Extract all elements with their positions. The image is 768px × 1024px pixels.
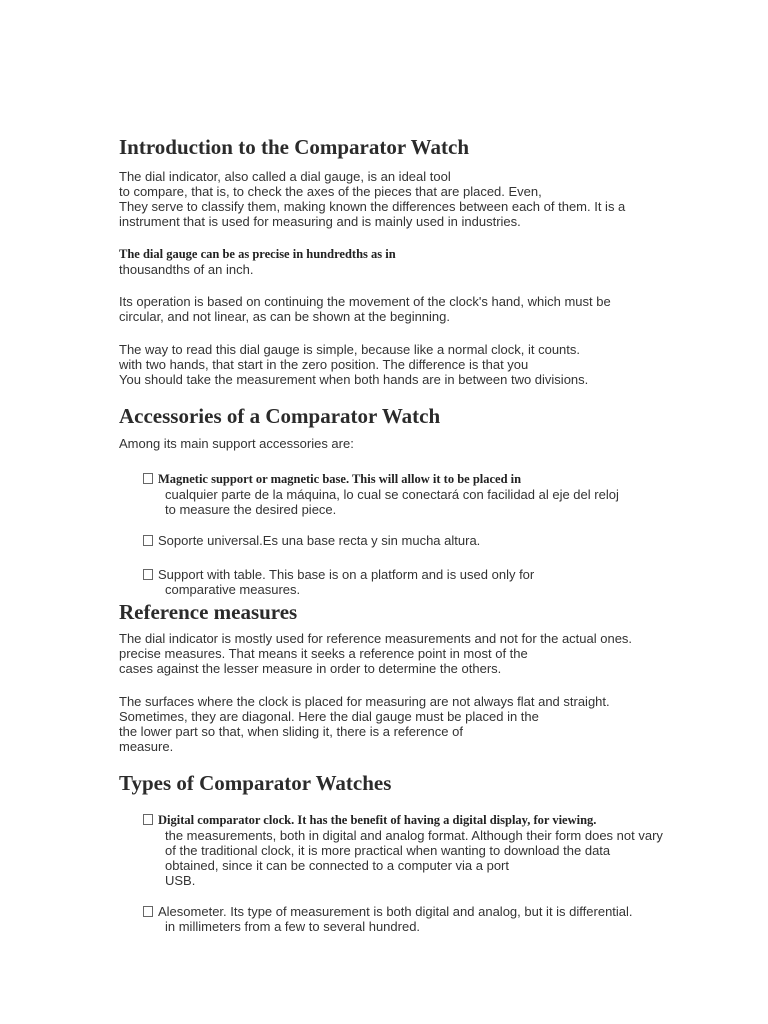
- bold-text-line: The dial gauge can be as precise in hundredths as in: [119, 247, 396, 261]
- text-line: Sometimes, they are diagonal. Here the dial gauge must be placed in the: [119, 709, 539, 724]
- text-line: instrument that is used for measuring and is mainly used in industries.: [119, 214, 521, 229]
- text-line: Support with table. This base is on a platform and is used only for: [158, 567, 535, 582]
- list-item-universal-support: [143, 533, 480, 548]
- heading-reference-measures: Reference measures: [119, 600, 298, 624]
- checkbox-icon: [143, 569, 153, 580]
- checkbox-icon: [143, 814, 153, 825]
- text-line: to measure the desired piece.: [165, 502, 337, 517]
- list-item-magnetic-support: [143, 471, 619, 517]
- heading-introduction: Introduction to the Comparator Watch: [119, 135, 470, 159]
- reference-paragraph-2: [119, 694, 610, 754]
- heading-accessories: Accessories of a Comparator Watch: [119, 404, 441, 428]
- text-line: in millimeters from a few to several hundred.: [165, 919, 421, 934]
- text-line: They serve to classify them, making known the differences between each of them. It is a: [119, 199, 626, 214]
- bold-text-line: Digital comparator clock. It has the benefit of having a digital display, for viewing.: [158, 813, 597, 827]
- intro-paragraph-2: [119, 247, 396, 277]
- text-line: the measurements, both in digital and analog format. Although their form does not vary: [165, 828, 663, 843]
- checkbox-icon: [143, 906, 153, 917]
- text-line: of the traditional clock, it is more practical when wanting to download the data: [165, 843, 611, 858]
- intro-paragraph-1: [119, 169, 625, 229]
- text-line: to compare, that is, to check the axes of the pieces that are placed. Even,: [119, 184, 542, 199]
- text-line: The dial indicator, also called a dial gauge, is an ideal tool: [119, 169, 451, 184]
- text-line: measure.: [119, 739, 174, 754]
- text-line: Soporte universal.Es una base recta y sin mucha altura.: [158, 533, 481, 548]
- text-line: You should take the measurement when both hands are in between two divisions.: [119, 372, 589, 387]
- list-item-table-support: [143, 567, 534, 597]
- text-line: The way to read this dial gauge is simple, because like a normal clock, it counts.: [119, 342, 581, 357]
- text-line: circular, and not linear, as can be shown at the beginning.: [119, 309, 450, 324]
- text-line: thousandths of an inch.: [119, 262, 254, 277]
- text-line: Its operation is based on continuing the movement of the clock's hand, which must be: [119, 294, 611, 309]
- heading-types: Types of Comparator Watches: [119, 771, 392, 795]
- checkbox-icon: [143, 473, 153, 484]
- intro-paragraph-3: [119, 294, 611, 324]
- text-line: precise measures. That means it seeks a reference point in most of the: [119, 646, 528, 661]
- list-item-digital-comparator: [143, 812, 663, 888]
- text-line: The surfaces where the clock is placed for measuring are not always flat and straight.: [119, 694, 610, 709]
- text-line: USB.: [165, 873, 196, 888]
- text-line: cualquier parte de la máquina, lo cual se conectará con facilidad al eje del reloj: [165, 487, 619, 502]
- text-line: obtained, since it can be connected to a computer via a port: [165, 858, 509, 873]
- text-line: the lower part so that, when sliding it, there is a reference of: [119, 724, 463, 739]
- text-line: The dial indicator is mostly used for reference measurements and not for the actual ones.: [119, 631, 633, 646]
- list-item-alesometer: [143, 904, 633, 934]
- reference-paragraph-1: [119, 631, 632, 676]
- checkbox-icon: [143, 535, 153, 546]
- bold-text-line: Magnetic support or magnetic base. This will allow it to be placed in: [158, 472, 522, 486]
- intro-paragraph-4: [119, 342, 588, 387]
- text-line: Alesometer. Its type of measurement is both digital and analog, but it is differential.: [158, 904, 633, 919]
- accessories-intro: Among its main support accessories are:: [119, 436, 354, 451]
- text-line: cases against the lesser measure in order to determine the others.: [119, 661, 502, 676]
- text-line: with two hands, that start in the zero position. The difference is that you: [119, 357, 529, 372]
- text-line: comparative measures.: [165, 582, 301, 597]
